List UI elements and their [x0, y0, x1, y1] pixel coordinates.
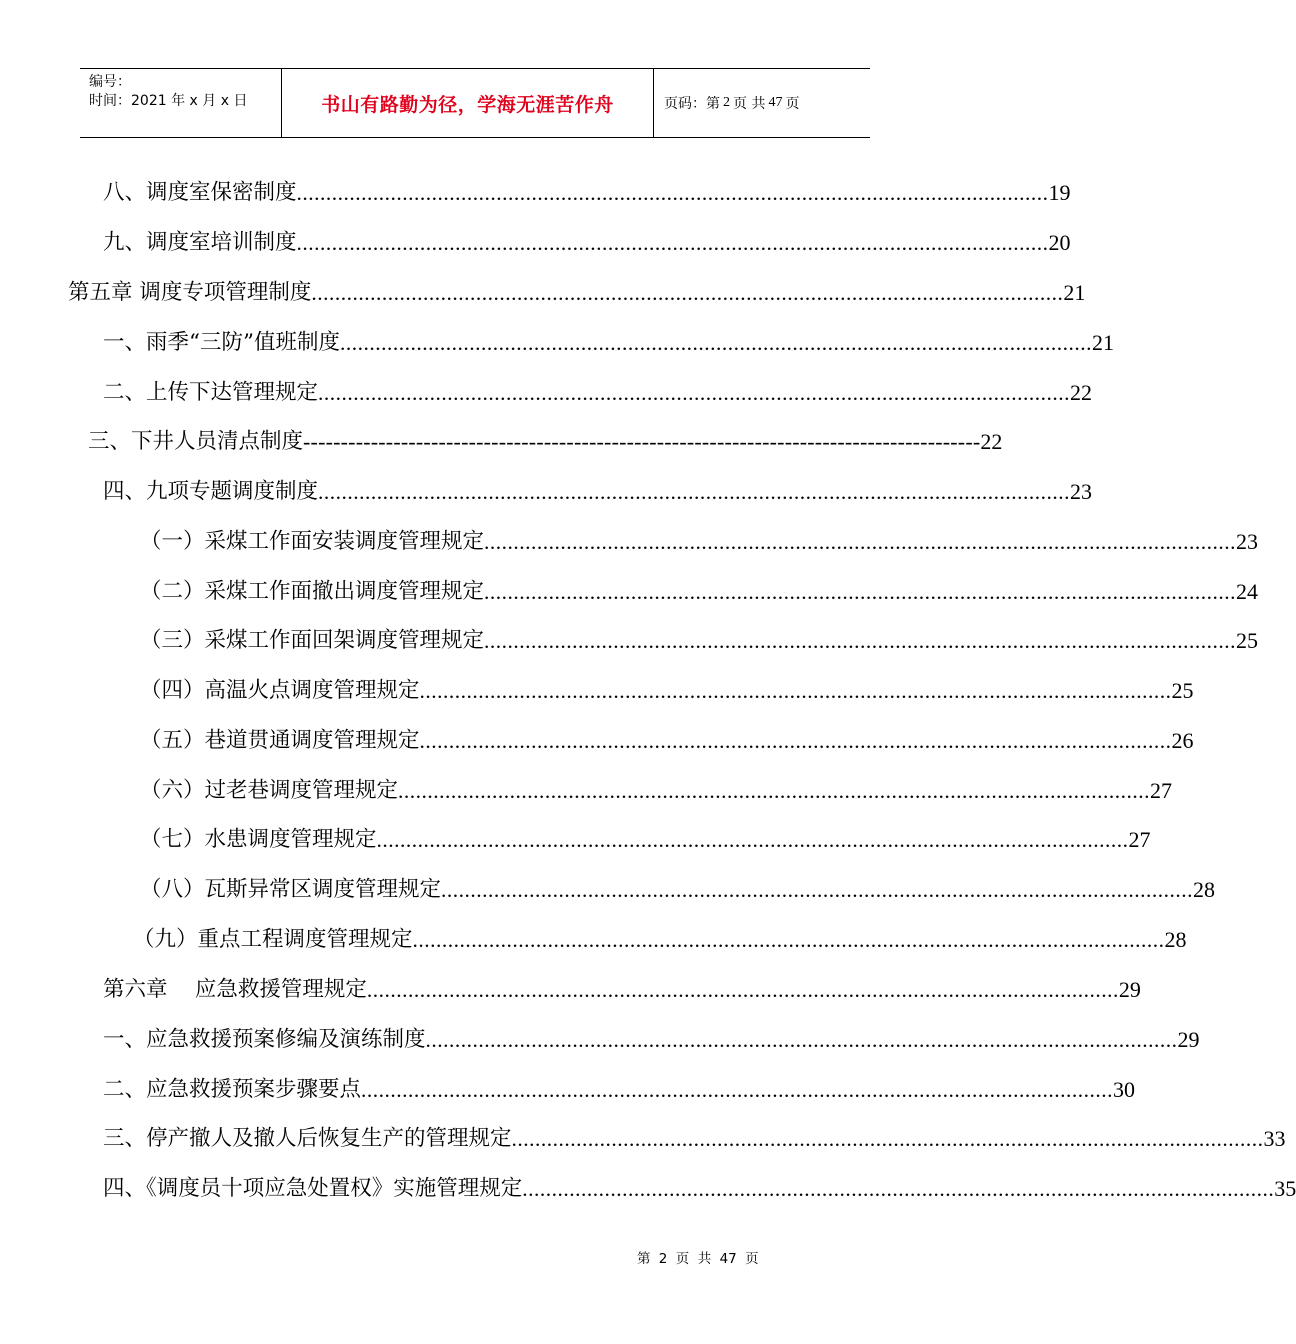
toc-entry-page: 28	[1193, 877, 1216, 902]
toc-entry-title: 一、雨季“三防”值班制度	[103, 330, 340, 355]
toc-entry-page: 26	[1171, 728, 1194, 753]
toc-entry-title: 第五章 调度专项管理制度	[68, 280, 312, 305]
toc-entry[interactable]	[133, 925, 1187, 955]
toc-entry[interactable]	[103, 1075, 1136, 1105]
toc-entry-page: 29	[1118, 977, 1141, 1002]
toc-entry[interactable]	[140, 825, 1151, 855]
toc-entry-title: （八）瓦斯异常区调度管理规定	[140, 877, 442, 902]
toc-entry[interactable]	[140, 776, 1173, 806]
toc-entry[interactable]	[68, 278, 1086, 308]
toc-entry-leader: ................................................................................................................................	[398, 779, 1151, 803]
toc-entry-leader: ------------------------------------------------------------------------------------------	[303, 429, 981, 454]
toc-entry-page: 23	[1070, 479, 1093, 504]
toc-entry-leader: ................................................................................................................................	[425, 1028, 1178, 1052]
toc-entry[interactable]	[140, 875, 1216, 905]
toc-entry-title: 二、上传下达管理规定	[103, 380, 319, 405]
header-page-info	[654, 69, 870, 137]
header-motto-cell	[282, 69, 654, 137]
footer-current: 2	[658, 1251, 668, 1267]
toc-entry-page: 23	[1236, 529, 1259, 554]
toc-entry-page: 29	[1177, 1027, 1200, 1052]
toc-entry-title: （四）高温火点调度管理规定	[140, 678, 420, 703]
toc-entry-page: 30	[1113, 1077, 1136, 1102]
toc-entry[interactable]	[140, 527, 1259, 557]
toc-entry-page: 35	[1274, 1176, 1296, 1201]
toc-entry-page: 27	[1128, 827, 1151, 852]
toc-entry-leader: ................................................................................................................................	[318, 381, 1071, 405]
toc-entry-title: （三）采煤工作面回架调度管理规定	[140, 628, 485, 653]
footer-page-number	[637, 1247, 759, 1267]
toc-entry-leader: ................................................................................................................................	[366, 978, 1119, 1002]
toc-entry[interactable]	[103, 1025, 1200, 1055]
toc-entry-title: 四、九项专题调度制度	[103, 479, 319, 504]
header-page-suffix: 页	[785, 96, 800, 112]
toc-entry-leader: ................................................................................................................................	[412, 928, 1165, 952]
header-page-total: 47	[768, 95, 783, 110]
footer-prefix: 第	[637, 1251, 651, 1267]
toc-entry-page: 25	[1171, 678, 1194, 703]
toc-entry-page: 20	[1048, 230, 1071, 255]
toc-entry-title: （七）水患调度管理规定	[140, 827, 377, 852]
toc-entry-leader: ................................................................................................................................	[311, 281, 1064, 305]
toc-entry-page: 21	[1091, 330, 1114, 355]
toc-entry-leader: ................................................................................................................................	[376, 828, 1129, 852]
toc-entry-leader: ................................................................................................................................	[419, 729, 1172, 753]
header-page-mid: 页 共	[733, 96, 766, 112]
toc-entry[interactable]	[140, 577, 1259, 607]
toc-entry-page: 33	[1263, 1126, 1286, 1151]
toc-entry[interactable]	[103, 378, 1093, 408]
toc-entry-page: 21	[1063, 280, 1086, 305]
toc-entry-title: （九）重点工程调度管理规定	[133, 927, 413, 952]
toc-entry-leader: ................................................................................................................................	[484, 629, 1237, 653]
toc-entry[interactable]	[103, 477, 1093, 507]
toc-entry-title: 八、调度室保密制度	[103, 180, 297, 205]
toc-entry-leader: ................................................................................................................................	[441, 878, 1194, 902]
toc-entry-title: 九、调度室培训制度	[103, 230, 297, 255]
toc-entry-leader: ................................................................................................................................	[361, 1078, 1114, 1102]
toc-entry-title: 三、停产撤人及撤人后恢复生产的管理规定	[103, 1126, 512, 1151]
toc-entry[interactable]	[140, 726, 1194, 756]
toc-entry-page: 22	[980, 429, 1003, 454]
toc-entry-leader: ................................................................................................................................	[296, 181, 1049, 205]
toc-entry-title: （一）采煤工作面安装调度管理规定	[140, 529, 485, 554]
toc-entry-page: 27	[1150, 778, 1173, 803]
toc-entry-title: 二、应急救援预案步骤要点	[103, 1077, 362, 1102]
toc-entry[interactable]	[103, 975, 1141, 1005]
toc-entry[interactable]	[88, 427, 1003, 457]
toc-entry-leader: ................................................................................................................................	[511, 1127, 1264, 1151]
toc-entry-page: 19	[1048, 180, 1071, 205]
toc-entry-leader: ................................................................................................................................	[484, 580, 1237, 604]
toc-entry-page: 24	[1236, 579, 1259, 604]
document-time-label: 时间：2021 年 x 月 x 日	[89, 93, 248, 109]
toc-entry[interactable]	[103, 1174, 1296, 1204]
header-page-prefix: 页码：第	[664, 96, 720, 112]
toc-entry-leader: ................................................................................................................................	[296, 231, 1049, 255]
header-motto: 书山有路勤为径，学海无涯苦作舟	[321, 93, 614, 116]
toc-entry-title: （五）巷道贯通调度管理规定	[140, 728, 420, 753]
toc-entry-leader: ................................................................................................................................	[419, 679, 1172, 703]
toc-entry[interactable]	[140, 676, 1194, 706]
toc-entry[interactable]	[140, 626, 1259, 656]
header-page-current: 2	[723, 95, 730, 110]
document-number-label: 编号：	[89, 74, 131, 90]
toc-entry-leader: ................................................................................................................................	[339, 331, 1092, 355]
toc-entry-title: （六）过老巷调度管理规定	[140, 778, 399, 803]
footer-suffix: 页	[745, 1251, 759, 1267]
toc-entry-title: 第六章 应急救援管理规定	[103, 977, 367, 1002]
toc-entry[interactable]	[103, 328, 1114, 358]
toc-entry-title: 四、《调度员十项应急处置权》实施管理规定	[103, 1176, 523, 1201]
toc-entry-leader: ................................................................................................................................	[522, 1177, 1275, 1201]
toc-entry[interactable]	[103, 178, 1071, 208]
toc-entry-page: 25	[1236, 628, 1259, 653]
toc-entry-page: 28	[1164, 927, 1187, 952]
toc-entry-leader: ................................................................................................................................	[318, 480, 1071, 504]
page-header	[80, 68, 870, 138]
header-meta	[80, 69, 282, 137]
toc-entry-title: 三、下井人员清点制度	[88, 429, 304, 454]
footer-mid: 页 共	[675, 1251, 712, 1267]
toc-entry-title: （二）采煤工作面撤出调度管理规定	[140, 579, 485, 604]
toc-entry-page: 22	[1070, 380, 1093, 405]
toc-entry[interactable]	[103, 228, 1071, 258]
toc-entry-leader: ................................................................................................................................	[484, 530, 1237, 554]
toc-entry-title: 一、应急救援预案修编及演练制度	[103, 1027, 426, 1052]
toc-entry[interactable]	[103, 1124, 1286, 1154]
footer-total: 47	[719, 1251, 737, 1267]
